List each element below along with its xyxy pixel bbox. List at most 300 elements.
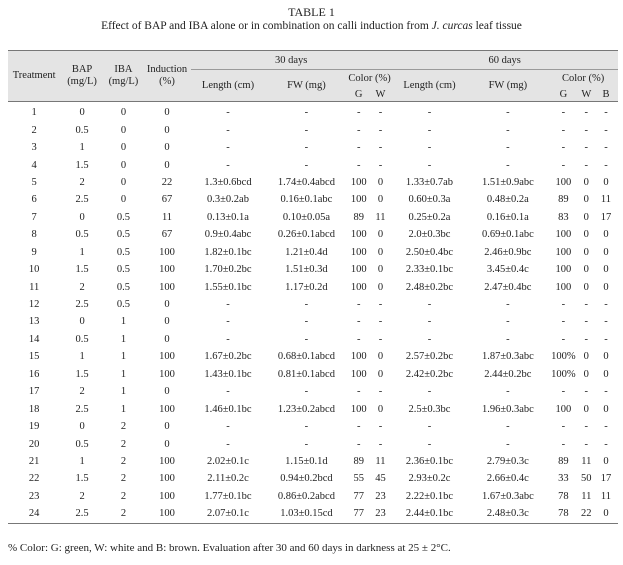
header-length-30: Length (cm) (201, 80, 255, 91)
table-number: TABLE 1 (288, 5, 335, 19)
cell-b-60: - (604, 421, 608, 433)
cell-g-60: 33 (558, 473, 569, 485)
cell-bap: 0 (79, 211, 85, 223)
cell-induction: 67 (161, 229, 173, 241)
cell-g-30: 100 (350, 229, 367, 241)
header-color-60: Color (%) (561, 73, 605, 84)
table-row (8, 348, 618, 365)
cell-bap: 1 (79, 351, 85, 363)
cell-w-30: - (378, 333, 383, 345)
cell-fw-30: 1.51±0.3d (285, 264, 328, 276)
cell-length-60: 2.33±0.1bc (405, 264, 454, 276)
table-row (8, 488, 618, 505)
cell-length-60: - (427, 421, 432, 433)
cell-iba: 1 (120, 333, 127, 345)
cell-length-60: 2.42±0.2bc (405, 368, 454, 380)
cell-induction: 0 (164, 386, 170, 398)
header-induction (143, 51, 191, 102)
header-induction-label: Induction (146, 64, 188, 75)
cell-g-60: - (561, 107, 566, 119)
cell-length-60: 2.5±0.3bc (408, 403, 451, 415)
cell-fw-30: 0.10±0.05a (282, 211, 330, 223)
cell-length-30: 2.02±0.1c (207, 455, 249, 467)
cell-length-30: 0.3±0.2ab (207, 194, 249, 206)
results-table (8, 50, 618, 524)
cell-length-60: - (427, 333, 432, 345)
cell-w-30: 23 (375, 490, 386, 502)
cell-w-60: 0 (583, 351, 589, 363)
cell-g-30: 100 (350, 351, 367, 363)
cell-fw-60: - (506, 386, 510, 398)
cell-b-60: - (604, 107, 608, 119)
table-row (8, 226, 618, 243)
cell-w-30: 11 (375, 211, 386, 223)
cell-w-30: 0 (377, 176, 384, 188)
cell-w-30: 0 (377, 229, 384, 241)
cell-fw-30: 0.26±0.1abcd (277, 229, 335, 241)
cell-length-60: - (427, 316, 432, 328)
cell-treatment: 20 (28, 438, 40, 450)
cell-g-30: - (356, 107, 361, 119)
cell-fw-30: - (304, 438, 309, 450)
cell-w-30: - (378, 124, 383, 136)
cell-length-30: 1.3±0.6bcd (204, 176, 252, 188)
cell-fw-30: 1.17±0.2d (285, 281, 328, 293)
header-30-days: 30 days (191, 51, 391, 70)
cell-fw-60: 1.96±0.3abc (481, 403, 534, 415)
cell-fw-30: 1.15±0.1d (285, 455, 328, 467)
cell-induction: 11 (161, 211, 173, 223)
cell-w-30: - (378, 316, 383, 328)
cell-fw-30: - (304, 159, 309, 171)
cell-length-60: 0.60±0.3a (408, 194, 451, 206)
cell-g-30: - (356, 333, 361, 345)
cell-induction: 0 (164, 421, 170, 433)
header-bap (60, 51, 104, 102)
cell-length-30: 1.55±0.1bc (204, 281, 252, 293)
cell-length-60: - (427, 142, 432, 154)
cell-g-60: 100 (555, 246, 572, 258)
cell-g-60: 100 (555, 264, 572, 276)
caption-species: J. curcas (431, 20, 473, 32)
cell-g-30: 100 (350, 176, 367, 188)
table-row (8, 102, 618, 122)
table-body (8, 102, 618, 524)
cell-induction: 100 (159, 281, 175, 293)
cell-induction: 0 (164, 124, 170, 136)
table-row (8, 400, 618, 417)
cell-w-60: 0 (583, 176, 589, 188)
cell-bap: 0.5 (75, 124, 89, 136)
cell-b-60: - (604, 438, 608, 450)
cell-b-60: 11 (600, 490, 612, 502)
cell-length-60: - (427, 386, 432, 398)
cell-induction: 0 (164, 333, 170, 345)
table-row (8, 453, 618, 470)
cell-bap: 2.5 (75, 403, 89, 415)
cell-iba: 0.5 (116, 264, 130, 276)
cell-g-60: - (561, 159, 566, 171)
cell-g-30: 100 (350, 403, 367, 415)
cell-iba: 2 (120, 508, 127, 520)
cell-length-60: 0.25±0.2a (408, 211, 451, 223)
table-row (8, 174, 618, 191)
cell-fw-60: 2.44±0.2bc (484, 368, 532, 380)
cell-g-60: 100 (555, 403, 572, 415)
cell-w-30: 0 (377, 194, 384, 206)
cell-fw-60: 2.79±0.3c (486, 455, 529, 467)
cell-bap: 1.5 (75, 368, 89, 380)
cell-induction: 67 (161, 194, 173, 206)
cell-g-60: 100 (555, 281, 572, 293)
cell-treatment: 22 (28, 473, 40, 485)
cell-induction: 0 (164, 316, 170, 328)
cell-iba: 1 (120, 386, 127, 398)
cell-fw-60: - (506, 142, 510, 154)
cell-fw-60: - (506, 299, 510, 311)
cell-g-30: - (356, 299, 361, 311)
cell-treatment: 10 (28, 264, 40, 276)
caption-text-end: leaf tissue (472, 20, 522, 32)
cell-bap: 0 (79, 421, 85, 433)
cell-g-60: 78 (558, 490, 569, 502)
cell-iba: 0.5 (116, 299, 130, 311)
cell-b-60: - (604, 333, 608, 345)
table-row (8, 505, 618, 523)
cell-bap: 2.5 (75, 194, 89, 206)
cell-b-60: 0 (603, 351, 609, 363)
cell-b-60: 17 (600, 473, 612, 485)
cell-iba: 1 (120, 351, 127, 363)
cell-length-60: - (427, 299, 432, 311)
cell-iba: 0.5 (116, 211, 130, 223)
cell-fw-30: - (304, 142, 309, 154)
cell-induction: 0 (164, 142, 170, 154)
cell-g-30: 100 (350, 246, 367, 258)
cell-induction: 100 (159, 490, 175, 502)
header-w-60: W (581, 88, 592, 100)
cell-treatment: 7 (31, 211, 37, 223)
cell-g-30: 77 (353, 508, 364, 520)
cell-iba: 2 (120, 490, 127, 502)
header-bap-unit: (mg/L) (67, 76, 97, 87)
cell-iba: 0 (120, 142, 127, 154)
cell-fw-30: - (304, 299, 309, 311)
cell-b-60: - (604, 159, 608, 171)
cell-length-30: - (226, 124, 230, 136)
cell-fw-30: 1.21±0.4d (285, 246, 328, 258)
cell-g-60: 100% (551, 351, 576, 363)
cell-fw-30: 0.86±0.2abcd (277, 490, 335, 502)
cell-w-60: 0 (583, 403, 589, 415)
cell-treatment: 8 (31, 229, 37, 241)
cell-fw-30: - (304, 421, 309, 433)
cell-fw-30: 1.23±0.2abcd (277, 403, 335, 415)
table-row (8, 139, 618, 156)
cell-length-60: 2.57±0.2bc (405, 351, 454, 363)
cell-g-30: 55 (353, 473, 364, 485)
cell-w-30: - (378, 299, 383, 311)
cell-fw-30: 0.16±0.1abc (280, 194, 333, 206)
cell-g-30: - (356, 142, 361, 154)
cell-w-30: 0 (377, 368, 384, 380)
caption-text-start: Effect of BAP and IBA alone or in combination on calli induction from (101, 20, 432, 32)
cell-g-60: - (561, 124, 566, 136)
cell-length-30: - (226, 438, 230, 450)
cell-fw-60: 0.48±0.2a (486, 194, 529, 206)
cell-length-30: - (226, 299, 230, 311)
cell-iba: 0 (120, 194, 127, 206)
cell-b-60: 11 (600, 194, 612, 206)
cell-g-30: - (356, 386, 361, 398)
cell-g-30: 100 (350, 194, 367, 206)
cell-g-30: - (356, 316, 361, 328)
cell-length-60: 2.22±0.1bc (405, 490, 454, 502)
cell-g-60: - (561, 333, 566, 345)
cell-fw-60: 2.47±0.4bc (484, 281, 532, 293)
cell-bap: 0.5 (75, 229, 89, 241)
table-row (8, 331, 618, 348)
cell-bap: 2 (79, 386, 85, 398)
cell-treatment: 13 (28, 316, 40, 328)
table-row (8, 313, 618, 330)
cell-treatment: 14 (28, 333, 40, 345)
cell-fw-30: - (304, 107, 309, 119)
cell-iba: 0 (120, 124, 127, 136)
cell-induction: 100 (159, 368, 175, 380)
header-fw-30: FW (mg) (287, 80, 326, 91)
cell-w-60: 50 (581, 473, 592, 485)
cell-g-60: 100 (555, 229, 572, 241)
cell-g-30: - (356, 124, 361, 136)
cell-g-60: - (561, 386, 566, 398)
cell-length-30: - (226, 386, 230, 398)
cell-length-30: - (226, 159, 230, 171)
cell-treatment: 18 (28, 403, 40, 415)
cell-induction: 100 (159, 246, 175, 258)
cell-length-60: - (427, 107, 432, 119)
cell-fw-30: 0.81±0.1abcd (277, 368, 335, 380)
cell-w-30: 0 (377, 246, 384, 258)
cell-bap: 2 (79, 176, 85, 188)
cell-treatment: 23 (28, 490, 40, 502)
cell-w-30: 0 (377, 403, 384, 415)
cell-length-30: 1.67±0.2bc (204, 351, 252, 363)
header-induction-unit: (%) (159, 76, 175, 87)
cell-fw-60: 1.67±0.3abc (481, 490, 534, 502)
cell-fw-30: - (304, 124, 309, 136)
cell-fw-60: 1.87±0.3abc (481, 351, 534, 363)
cell-induction: 100 (159, 351, 175, 363)
cell-fw-30: 0.94±0.2bcd (280, 473, 333, 485)
cell-w-60: 0 (583, 211, 589, 223)
table-row (8, 418, 618, 435)
cell-fw-60: 2.66±0.4c (486, 473, 529, 485)
cell-w-60: 22 (581, 508, 592, 520)
cell-w-60: 0 (583, 194, 589, 206)
cell-treatment: 19 (28, 421, 40, 433)
cell-iba: 0.5 (116, 246, 130, 258)
cell-b-60: 0 (603, 176, 609, 188)
cell-iba: 1 (120, 316, 127, 328)
cell-b-60: - (604, 316, 608, 328)
cell-bap: 0.5 (75, 438, 89, 450)
table-row (8, 278, 618, 295)
cell-bap: 2.5 (75, 508, 89, 520)
cell-length-60: 2.48±0.2bc (405, 281, 454, 293)
cell-b-60: 0 (603, 264, 609, 276)
cell-w-60: 11 (581, 455, 592, 467)
cell-iba: 0 (120, 176, 127, 188)
cell-g-60: 100 (555, 176, 572, 188)
cell-bap: 0 (79, 107, 85, 119)
cell-bap: 0 (79, 316, 85, 328)
cell-bap: 1 (79, 142, 85, 154)
cell-g-30: - (356, 159, 361, 171)
cell-length-30: - (226, 421, 230, 433)
cell-bap: 2 (79, 281, 85, 293)
table-row (8, 156, 618, 173)
table-footnote: % Color: G: green, W: white and B: brown. Evaluation after 30 and 60 days in darkness at 25 ± 2°C. (8, 542, 451, 554)
cell-b-60: 0 (603, 455, 609, 467)
cell-length-60: 2.0±0.3bc (408, 229, 451, 241)
cell-bap: 2.5 (75, 299, 89, 311)
cell-induction: 0 (164, 438, 170, 450)
cell-fw-60: 1.51±0.9abc (481, 176, 534, 188)
cell-g-60: - (561, 421, 566, 433)
cell-fw-30: 1.74±0.4abcd (277, 176, 335, 188)
cell-length-30: 1.43±0.1bc (204, 368, 252, 380)
cell-length-30: - (226, 107, 230, 119)
cell-g-60: 100% (551, 368, 576, 380)
cell-length-60: 1.33±0.7ab (405, 176, 454, 188)
cell-fw-60: 0.69±0.1abc (481, 229, 534, 241)
cell-length-30: - (226, 142, 230, 154)
cell-bap: 1 (79, 246, 85, 258)
cell-induction: 0 (164, 159, 170, 171)
cell-b-60: - (604, 124, 608, 136)
cell-w-60: 11 (581, 490, 592, 502)
cell-w-60: - (584, 421, 589, 433)
cell-treatment: 17 (28, 386, 40, 398)
cell-w-60: - (584, 386, 589, 398)
cell-treatment: 2 (31, 124, 37, 136)
cell-treatment: 4 (31, 159, 37, 171)
header-60-days: 60 days (391, 51, 618, 70)
table-header (8, 51, 618, 102)
cell-fw-60: - (506, 159, 510, 171)
cell-induction: 100 (159, 473, 175, 485)
cell-g-60: - (561, 299, 566, 311)
header-fw-60: FW (mg) (488, 80, 528, 91)
cell-treatment: 1 (31, 107, 37, 119)
cell-length-30: - (226, 316, 230, 328)
cell-w-30: 0 (377, 264, 384, 276)
cell-g-30: 100 (350, 368, 367, 380)
cell-length-30: 2.11±0.2c (207, 473, 249, 485)
cell-b-60: 0 (603, 403, 609, 415)
cell-g-60: 78 (558, 508, 569, 520)
header-iba-unit: (mg/L) (108, 76, 139, 87)
cell-w-60: - (584, 142, 589, 154)
table-row (8, 209, 618, 226)
cell-w-60: - (584, 107, 589, 119)
cell-iba: 2 (120, 473, 127, 485)
cell-fw-60: - (506, 438, 510, 450)
table-row (8, 470, 618, 487)
header-w-30: W (375, 88, 386, 100)
cell-w-60: 0 (583, 246, 589, 258)
cell-treatment: 11 (29, 281, 40, 293)
cell-b-60: - (604, 142, 608, 154)
cell-g-30: - (356, 421, 361, 433)
cell-w-60: 0 (583, 368, 589, 380)
cell-fw-30: - (304, 386, 309, 398)
table-row (8, 296, 618, 313)
cell-g-60: 83 (558, 211, 569, 223)
table-row (8, 366, 618, 383)
cell-w-60: - (584, 299, 589, 311)
cell-fw-60: - (506, 316, 510, 328)
table-row (8, 383, 618, 400)
cell-treatment: 24 (28, 508, 40, 520)
cell-b-60: 0 (603, 368, 609, 380)
cell-fw-60: 3.45±0.4c (486, 264, 529, 276)
cell-w-30: 0 (377, 351, 384, 363)
cell-length-60: 2.36±0.1bc (405, 455, 454, 467)
header-bap-label: BAP (71, 64, 93, 75)
cell-fw-30: 0.68±0.1abcd (277, 351, 335, 363)
cell-induction: 100 (159, 403, 175, 415)
cell-treatment: 5 (31, 176, 37, 188)
cell-w-30: - (378, 107, 383, 119)
cell-treatment: 12 (28, 299, 40, 311)
cell-bap: 1 (79, 455, 85, 467)
table-row (8, 261, 618, 278)
cell-length-30: 1.77±0.1bc (204, 490, 252, 502)
cell-w-30: 45 (375, 473, 386, 485)
cell-w-30: - (378, 438, 383, 450)
cell-w-30: - (378, 159, 383, 171)
cell-iba: 2 (120, 438, 127, 450)
cell-treatment: 16 (28, 368, 40, 380)
cell-g-60: - (561, 142, 566, 154)
cell-w-60: 0 (583, 229, 589, 241)
cell-treatment: 6 (31, 194, 37, 206)
cell-fw-60: - (506, 107, 510, 119)
cell-fw-60: 2.46±0.9bc (484, 246, 532, 258)
header-iba-label: IBA (114, 64, 133, 75)
cell-fw-30: - (304, 316, 309, 328)
header-treatment: Treatment (12, 70, 56, 81)
cell-g-30: 89 (353, 211, 364, 223)
cell-bap: 1.5 (75, 264, 89, 276)
header-b-60: B (602, 88, 610, 100)
cell-b-60: 17 (600, 211, 612, 223)
cell-w-60: - (584, 124, 589, 136)
cell-induction: 0 (164, 107, 170, 119)
cell-fw-60: 2.48±0.3c (486, 508, 529, 520)
cell-bap: 1.5 (75, 159, 89, 171)
header-length-60: Length (cm) (403, 80, 456, 91)
cell-bap: 2 (79, 490, 85, 502)
cell-w-60: 0 (583, 264, 589, 276)
header-color-30: Color (%) (348, 73, 391, 84)
cell-induction: 0 (164, 299, 170, 311)
cell-w-60: - (584, 333, 589, 345)
cell-g-60: 89 (558, 455, 569, 467)
cell-bap: 1.5 (75, 473, 89, 485)
